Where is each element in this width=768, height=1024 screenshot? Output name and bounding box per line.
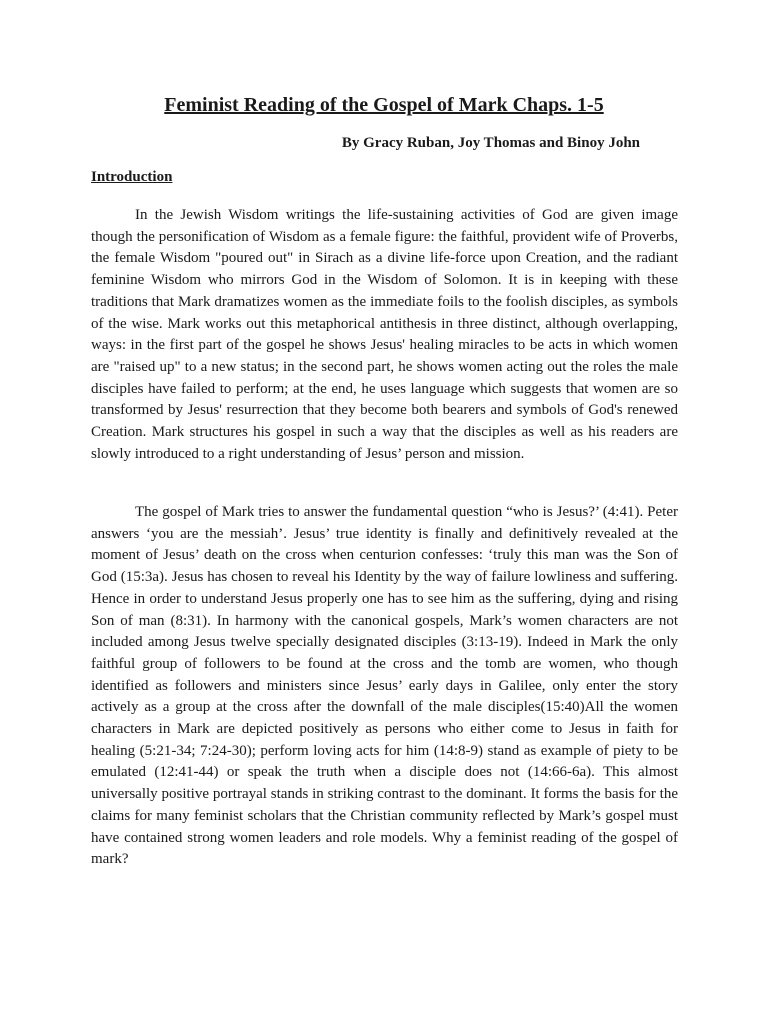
section-heading-introduction: Introduction (91, 169, 173, 185)
document-title: Feminist Reading of the Gospel of Mark Chaps. 1-5 (164, 94, 604, 116)
paragraph: In the Jewish Wisdom writings the life-sustaining activities of God are given image though the personification of Wisdom as a female figure: the faithful, provident wife of Proverbs, the female Wisdom "poured out" in Sirach as a divine life-force upon Creation, and the radiant feminine Wisdom who mirrors God in the Wisdom of Solomon. It is in keeping with these traditions that Mark dramatizes women as the immediate foils to the foolish disciples, as symbols of the wise. Mark works out this metaphorical antithesis in three distinct, although overlapping, ways: in the first part of the gospel he shows Jesus' healing miracles to be acts in which women are "raised up" to a new status; in the second part, he shows women acting out the roles the male disciples have failed to perform; at the end, he uses language which suggests that women are so transformed by Jesus' resurrection that they become both bearers and symbols of God's renewed Creation. Mark structures his gospel in such a way that the disciples as well as his readers are slowly introduced to a right understanding of Jesus’ person and mission. (91, 207, 678, 462)
paragraph: The gospel of Mark tries to answer the fundamental question “who is Jesus?’ (4:41). Peter answers ‘you are the messiah’. Jesus’ true identity is finally and definitively revealed at the moment of Jesus’ death on the cross when centurion confesses: ‘truly this man was the Son of God (15:3a). Jesus has chosen to reveal his Identity by the way of failure lowliness and suffering. Hence in order to understand Jesus properly one has to see him as the suffering, dying and rising Son of man (8:31). In harmony with the canonical gospels, Mark’s women characters are not included among Jesus twelve specially designated disciples (3:13-19). Indeed in Mark the only faithful group of followers to be found at the cross and the tomb are women, who though identified as followers and ministers since Jesus’ early days in Galilee, only enter the story actively as a group at the cross after the downfall of the male disciples(15:40)All the women characters in Mark are depicted positively as persons who either come to Jesus in faith for healing (5:21-34; 7:24-30); perform loving acts for him (14:8-9) stand as example of piety to be emulated (12:41-44) or speak the truth when a disciple does not (14:66-6a). This almost universally positive portrayal stands in striking contrast to the dominant. It forms the basis for the claims for many feminist scholars that the Christian community reflected by Mark’s gospel must have contained strong women leaders and role models. Why a feminist reading of the gospel of mark? (91, 504, 678, 868)
document-authors: By Gracy Ruban, Joy Thomas and Binoy John (341, 135, 640, 151)
